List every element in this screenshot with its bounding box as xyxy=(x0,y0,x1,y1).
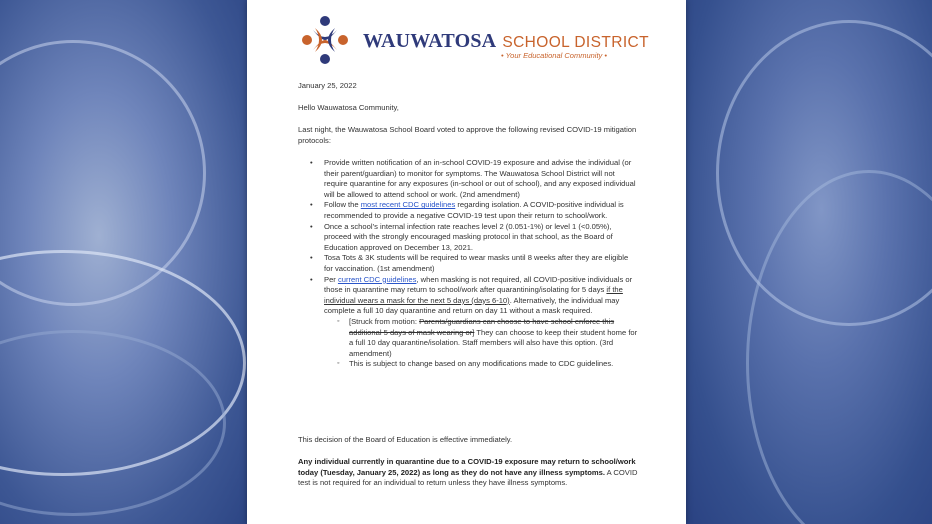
protocol-subitem: ◦ [Struck from motion: Parents/guardians can choose to have school enforce this additional 5 days of mask wearing or] They can choose to keep their student home for a full 10 day quarantine/isolation. Staff members will also have this option. (3rd amendment) xyxy=(324,317,638,359)
district-logo-icon xyxy=(299,14,351,66)
protocol-item: • Per current CDC guidelines, when masking is not required, all COVID-positive individuals or those in quarantine may return to school/work after quarantining/isolating for 5 days if the individual wears a mask for the next 5 days (days 6-10). Alternatively, the individual may complete a full 10 day quarantine and return on day 11 without a mask required. ◦ [Struck from motion: Parents/guardians can choose to have school enforce this additional 5 days of mask wearing or] They can choose to keep their student home for a full 10 day quarantine/isolation. Staff members will also have this option. (3rd amendment) ◦ This is subject to change based on any modifications made to CDC guidelines. xyxy=(298,275,638,370)
letter-document xyxy=(247,0,686,524)
protocol-item: • Provide written notification of an in-school COVID-19 exposure and advise the individual (or their parent/guardian) to monitor for symptoms. The Wauwatosa School District will not require quarantine for any exposures (in-school or out of school), and any exposed individual will be allowed to attend school or work. (2nd amendment) xyxy=(298,158,638,200)
district-name-primary: WAUWATOSA xyxy=(363,30,497,52)
background-left-blurred xyxy=(0,0,247,524)
protocol-subitem: ◦ This is subject to change based on any modifications made to CDC guidelines. xyxy=(324,359,638,370)
letter-date: January 25, 2022 xyxy=(298,81,357,90)
background-right-blurred xyxy=(686,0,932,524)
protocol-sublist xyxy=(324,317,638,370)
final-paragraph-bold: Any individual currently in quarantine due to a COVID-19 exposure may return to school/work today (Tuesday, January 25, 2022) as long as they do not have any illness symptoms. xyxy=(298,457,636,477)
protocol-item: • Follow the most recent CDC guidelines regarding isolation. A COVID-positive individual is recommended to provide a negative COVID-19 test upon their return to school/work. xyxy=(298,200,638,221)
cdc-guidelines-link[interactable]: most recent CDC guidelines xyxy=(360,200,456,210)
final-paragraph xyxy=(298,457,638,489)
protocol-item: • Once a school’s internal infection rate reaches level 2 (0.051-1%) or level 1 (<0.05%), proceed with the strongly encouraged masking protocol in that school, as the Board of Education approved on December 13, 2021. xyxy=(298,222,638,254)
district-tagline: • Your Educational Community • xyxy=(501,51,607,60)
district-logo xyxy=(299,14,649,64)
district-name-secondary: SCHOOL DISTRICT xyxy=(502,34,649,51)
letter-intro: Last night, the Wauwatosa School Board voted to approve the following revised COVID-19 mitigation protocols: xyxy=(298,125,637,145)
protocol-item: • Tosa Tots & 3K students will be required to wear masks until 8 weeks after they are eligible for vaccination. (1st amendment) xyxy=(298,253,638,274)
struck-text: Parents/guardians can choose to have school enforce this additional 5 days of mask wearing or] xyxy=(349,316,615,337)
letter-greeting: Hello Wauwatosa Community, xyxy=(298,103,399,112)
final-paragraph-rest: A COVID test is not required for an individual to return unless they have illness symptoms. xyxy=(298,467,638,488)
protocol-list xyxy=(298,158,638,370)
current-cdc-guidelines-link[interactable]: current CDC guidelines xyxy=(337,274,417,284)
district-wordmark xyxy=(363,30,649,53)
board-decision-text: This decision of the Board of Education is effective immediately. xyxy=(298,435,513,444)
